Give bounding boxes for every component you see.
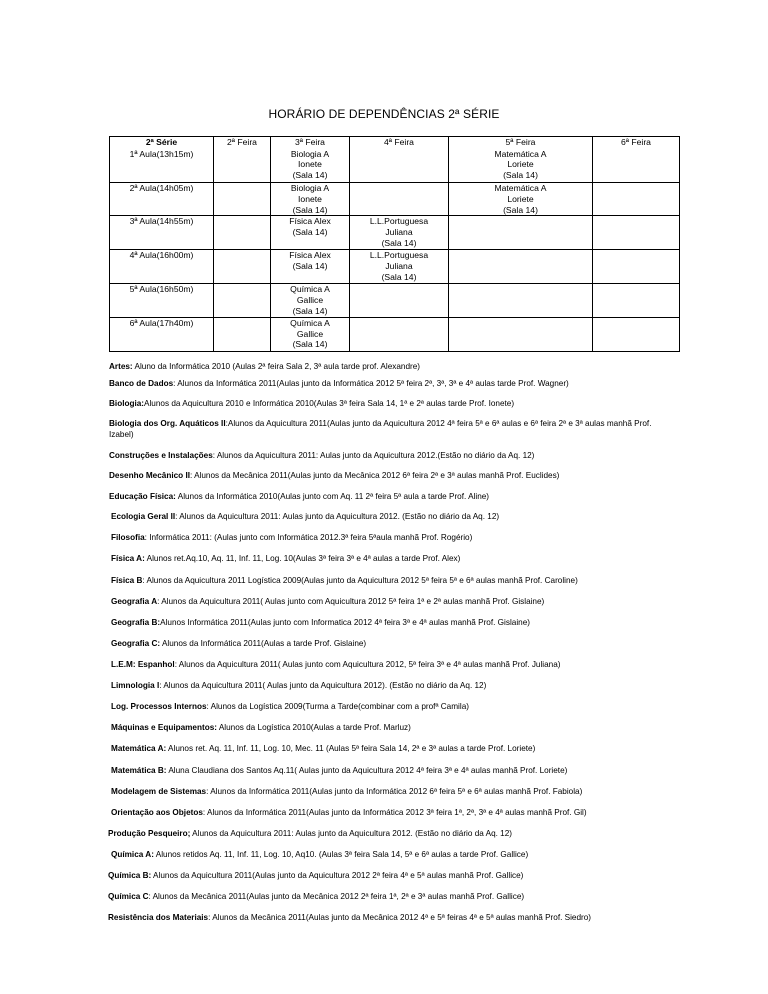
cell-monday xyxy=(214,250,271,284)
subject-details: : Alunos da Aquicultura 2011: Aulas junto da Aquicultura 2012.(Estão no diário da Aq. 12) xyxy=(212,451,535,460)
subject-details: Alunos da Aquicultura 2010 e Informática 2010(Aulas 3ª feira Sala 14, 1ª e 2ª aulas tarde Prof. Ionete) xyxy=(144,399,515,408)
subject-name: Banco de Dados xyxy=(109,379,174,388)
subject-name: L.E.M: Espanhol xyxy=(111,660,175,669)
subject-details: : Alunos da Informática 2011(Aulas junto da Informática 2012 3ª feira 1ª, 2ª, 3ª e 4ª aulas manhã Prof. Gil) xyxy=(202,808,587,817)
list-item xyxy=(111,575,578,586)
list-item xyxy=(111,786,582,797)
page-title: HORÁRIO DE DEPENDÊNCIAS 2ª SÉRIE xyxy=(268,107,500,121)
row-label: 6ª Aula(17h40m) xyxy=(110,317,214,351)
cell-wednesday xyxy=(350,183,449,216)
schedule-row xyxy=(110,250,680,284)
cell-tuesday: Física Alex (Sala 14) xyxy=(271,250,350,284)
list-item xyxy=(109,418,669,440)
subject-details: : Informática 2011: (Aulas junto com Informática 2012.3ª feira 5ªaula manhã Prof. Rogério) xyxy=(144,533,473,542)
subject-details: Alunos da Informática 2011(Aulas a tarde Prof. Gislaine) xyxy=(160,639,367,648)
subject-details: : Alunos da Aquicultura 2011: Aulas junto da Aquicultura 2012. (Estão no diário da Aq. 12) xyxy=(175,512,500,521)
subject-name: Geografia A xyxy=(111,597,158,606)
schedule-row xyxy=(110,284,680,317)
list-item xyxy=(111,553,460,564)
subject-name: Desenho Mecânico II xyxy=(109,471,190,480)
subject-name: Geografia C: xyxy=(111,639,161,648)
list-item xyxy=(111,807,587,818)
row-label: 2ª Aula(14h05m) xyxy=(110,183,214,216)
list-item xyxy=(111,743,535,754)
cell-tuesday: Química A Gallice (Sala 14) xyxy=(271,317,350,351)
subject-name: Filosofia xyxy=(111,533,145,542)
subject-name: Produção Pesqueiro; xyxy=(108,829,191,838)
cell-thursday xyxy=(449,317,593,351)
header-wednesday: 4ª Feira xyxy=(350,137,449,149)
list-item xyxy=(108,912,591,923)
subject-name: Máquinas e Equipamentos: xyxy=(111,723,217,732)
list-item xyxy=(111,511,499,522)
subject-name: Matemática B: xyxy=(111,766,167,775)
subject-details: Aluna Claudiana dos Santos Aq.11( Aulas junto da Aquicultura 2012 4ª feira 3ª e 4ª aulas manhã Prof. Loriete) xyxy=(166,766,568,775)
subject-details: : Alunos da Informática 2011(Aulas junto da Informática 2012 5ª feira 2ª, 3ª, 3ª e 4ª aulas tarde Prof. Wagner) xyxy=(173,379,569,388)
subject-name: Artes: xyxy=(109,362,133,371)
subject-name: Resistência dos Materiais xyxy=(108,913,209,922)
header-serie: 2ª Série xyxy=(110,137,214,149)
header-friday: 6ª Feira xyxy=(593,137,680,149)
cell-friday xyxy=(593,250,680,284)
list-item xyxy=(109,398,514,409)
list-item xyxy=(111,722,411,733)
subject-name: Física B xyxy=(111,576,143,585)
subject-details: : Alunos da Aquicultura 2011 Logística 2009(Aulas junto da Aquicultura 2012 5ª feira 5ª e 6ª aulas manhã Prof. Caroline) xyxy=(142,576,578,585)
subject-name: Biologia: xyxy=(109,399,145,408)
cell-wednesday: L.L.Portuguesa Juliana (Sala 14) xyxy=(350,250,449,284)
subject-details: : Alunos da Aquicultura 2011( Aulas junto com Aquicultura 2012 5ª feira 1ª e 2ª aulas manhã Prof. Gislaine) xyxy=(157,597,545,606)
subject-details: :Alunos da Aquicultura 2011(Aulas junto da Aquicultura 2012 4ª feira 5ª e 6ª aulas e 6ª feira 2ª e 3ª aulas manhã Prof. Izabel) xyxy=(109,419,652,439)
cell-monday xyxy=(214,284,271,317)
schedule-row xyxy=(110,317,680,351)
list-item xyxy=(108,891,524,902)
cell-thursday xyxy=(449,216,593,250)
subject-name: Ecologia Geral II xyxy=(111,512,176,521)
subject-name: Química A: xyxy=(111,850,154,859)
cell-wednesday xyxy=(350,149,449,183)
subject-name: Orientação aos Objetos xyxy=(111,808,203,817)
schedule-table xyxy=(109,136,680,352)
row-label: 4ª Aula(16h00m) xyxy=(110,250,214,284)
subject-details: Alunos ret.Aq.10, Aq. 11, Inf. 11, Log. 10(Aulas 3ª feira 3ª e 4ª aulas a tarde Prof. Alex) xyxy=(144,554,461,563)
list-item xyxy=(111,617,530,628)
subject-details: Alunos da Informática 2010(Aulas junto com Aq. 11 2ª feira 5ª aula a tarde Prof. Aline) xyxy=(175,492,490,501)
subject-details: : Alunos da Logística 2009(Turma a Tarde(combinar com a profª Camila) xyxy=(206,702,469,711)
list-item xyxy=(111,849,528,860)
row-label: 3ª Aula(14h55m) xyxy=(110,216,214,250)
cell-thursday xyxy=(449,250,593,284)
list-item xyxy=(111,659,561,670)
subject-name: Educação Física: xyxy=(109,492,176,501)
cell-monday xyxy=(214,183,271,216)
cell-friday xyxy=(593,216,680,250)
subject-name: Química B: xyxy=(108,871,152,880)
subject-details: Alunos retidos Aq. 11, Inf. 11, Log. 10, Aq10. (Aulas 3ª feira Sala 14, 5ª e 6ª aulas a tarde Prof. Gallice) xyxy=(153,850,529,859)
list-item xyxy=(109,361,420,372)
subject-name: Modelagem de Sistemas xyxy=(111,787,207,796)
cell-friday xyxy=(593,183,680,216)
subject-details: Alunos da Aquicultura 2011(Aulas junto da Aquicultura 2012 2ª feira 4ª e 5ª aulas manhã Prof. Gallice) xyxy=(151,871,524,880)
subject-details: Alunos Informática 2011(Aulas junto com Informatica 2012 4ª feira 3ª e 4ª aulas manhã Prof. Gislaine) xyxy=(160,618,530,627)
cell-tuesday: Química A Gallice (Sala 14) xyxy=(271,284,350,317)
cell-wednesday xyxy=(350,317,449,351)
cell-monday xyxy=(214,317,271,351)
cell-thursday xyxy=(449,284,593,317)
cell-tuesday: Biologia A Ionete (Sala 14) xyxy=(271,183,350,216)
row-label: 1ª Aula(13h15m) xyxy=(110,149,214,183)
subject-name: Matemática A: xyxy=(111,744,167,753)
cell-friday xyxy=(593,284,680,317)
subject-details: Alunos da Logística 2010(Aulas a tarde Prof. Marluz) xyxy=(217,723,411,732)
cell-wednesday xyxy=(350,284,449,317)
list-item xyxy=(108,828,512,839)
cell-thursday: Matemática A Loriete (Sala 14) xyxy=(449,183,593,216)
schedule-header-row xyxy=(110,137,680,149)
list-item xyxy=(111,680,486,691)
subject-name: Construções e Instalações xyxy=(109,451,213,460)
list-item xyxy=(111,765,567,776)
header-thursday: 5ª Feira xyxy=(449,137,593,149)
subject-details: : Alunos da Informática 2011(Aulas junto da Informática 2012 6ª feira 5ª e 6ª aulas manhã Prof. Fabiola) xyxy=(206,787,583,796)
subject-details: : Alunos da Aquicultura 2011( Aulas junto da Aquicultura 2012). (Estão no diário da Aq. 12) xyxy=(159,681,487,690)
list-item xyxy=(108,870,523,881)
subject-name: Física A: xyxy=(111,554,145,563)
cell-friday xyxy=(593,317,680,351)
list-item xyxy=(111,596,544,607)
subject-details: : Alunos da Aquicultura 2011( Aulas junto com Aquicultura 2012, 5ª feira 3ª e 4ª aulas manhã Prof. Juliana) xyxy=(174,660,561,669)
schedule-row xyxy=(110,216,680,250)
cell-thursday: Matemática A Loriete (Sala 14) xyxy=(449,149,593,183)
subject-name: Química C xyxy=(108,892,149,901)
row-label: 5ª Aula(16h50m) xyxy=(110,284,214,317)
subject-details: Aluno da Informática 2010 (Aulas 2ª feira Sala 2, 3ª aula tarde prof. Alexandre) xyxy=(132,362,421,371)
schedule-row xyxy=(110,149,680,183)
schedule-row xyxy=(110,183,680,216)
list-item xyxy=(109,450,534,461)
cell-friday xyxy=(593,149,680,183)
subject-name: Limnologia I xyxy=(111,681,160,690)
subject-details: : Alunos da Mecânica 2011(Aulas junto da Mecânica 2012 2ª feira 1ª, 2ª e 3ª aulas manhã Prof. Gallice) xyxy=(148,892,525,901)
subject-details: : Alunos da Mecânica 2011(Aulas junto da Mecânica 2012 4ª e 5ª feiras 4ª e 5ª aulas manhã Prof. Siedro) xyxy=(208,913,592,922)
subject-name: Log. Processos Internos xyxy=(111,702,207,711)
subject-details: : Alunos da Mecânica 2011(Aulas junto da Mecânica 2012 6ª feira 2ª e 3ª aulas manhã Prof. Euclides) xyxy=(190,471,560,480)
subject-name: Biologia dos Org. Aquáticos II xyxy=(109,419,226,428)
subject-details: Alunos ret. Aq. 11, Inf. 11, Log. 10, Mec. 11 (Aulas 5ª feira Sala 14, 2ª e 3ª aulas a tarde Prof. Loriete) xyxy=(166,744,536,753)
list-item xyxy=(109,378,569,389)
list-item xyxy=(109,470,559,481)
list-item xyxy=(109,491,489,502)
cell-tuesday: Biologia A Ionete (Sala 14) xyxy=(271,149,350,183)
list-item xyxy=(111,701,469,712)
header-monday: 2ª Feira xyxy=(214,137,271,149)
subject-details: Alunos da Aquicultura 2011: Aulas junto da Aquicultura 2012. (Estão no diário da Aq. 12) xyxy=(190,829,513,838)
cell-tuesday: Física Alex (Sala 14) xyxy=(271,216,350,250)
list-item xyxy=(111,532,472,543)
list-item xyxy=(111,638,366,649)
subject-name: Geografia B: xyxy=(111,618,161,627)
cell-monday xyxy=(214,149,271,183)
cell-monday xyxy=(214,216,271,250)
header-tuesday: 3ª Feira xyxy=(271,137,350,149)
cell-wednesday: L.L.Portuguesa Juliana (Sala 14) xyxy=(350,216,449,250)
